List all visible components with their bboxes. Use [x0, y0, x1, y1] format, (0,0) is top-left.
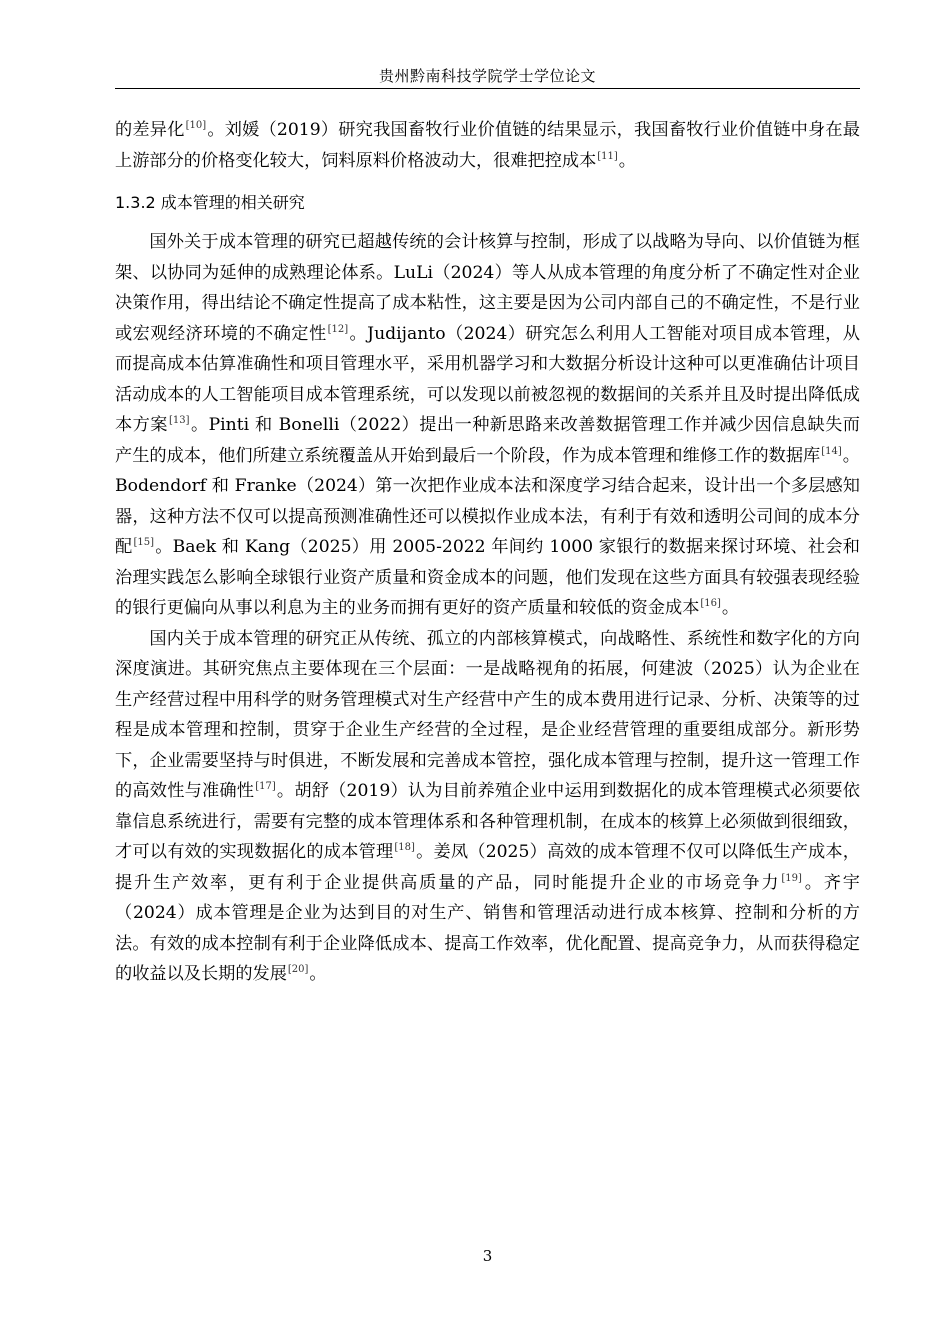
citation-ref[interactable]: [15] [133, 537, 154, 548]
text-run: 国内关于成本管理的研究正从传统、孤立的内部核算模式，向战略性、系统性和数字化的方向深度演进。其研究焦点主要体现在三个层面：一是战略视角的拓展，何建波（2025）认为企业在生产经营过程中用科学的财务管理模式对生产经营中产生的成本费用进行记录、分析、决策等的过程是成本管理和控制，贯穿于企业生产经营的全过程，是企业经营管理的重要组成部分。新形势下，企业需要坚持与时俱进，不断发展和完善成本管控，强化成本管理与控制，提升这一管理工作的高效性与准确性 [115, 628, 860, 801]
citation-ref[interactable]: [20] [287, 964, 309, 975]
text-run: 的差异化 [115, 120, 185, 140]
page-number: 3 [482, 1247, 493, 1265]
text-run: 。Bodendorf 和 Franke（2024）第一次把作业成本法和深度学习结合起来，设计出一个多层感知器，这种方法不仅可以提高预测准确性还可以模拟作业成本法，有利于有效和透明公司间的成本分配 [115, 445, 860, 557]
citation-ref[interactable]: [19] [781, 872, 802, 884]
text-run: 。 [721, 598, 740, 618]
running-header: 贵州黔南科技学院学士学位论文 [378, 67, 596, 85]
citation-ref[interactable]: [16] [700, 598, 721, 609]
citation-ref[interactable]: [12] [327, 323, 349, 335]
text-run: 。Baek 和 Kang（2025）用 2005-2022 年间约 1000 家银行的数据来探讨环境、社会和治理实践怎么影响全球银行业资产质量和资金成本的问题，他们发现在这些方面具有较强表现经验的银行更偏向从事以利息为主的业务而拥有更好的资产质量和较低的资金成本 [115, 537, 860, 618]
text-run: 。齐宇（2024）成本管理是企业为达到目的对生产、销售和管理活动进行成本核算、控制和分析的方法。有效的成本控制有利于企业降低成本、提高工作效率，优化配置、提高竞争力，从而获得稳定的收益以及长期的发展 [115, 872, 860, 984]
text-run: 。刘媛（2019）研究我国畜牧行业价值链的结果显示，我国畜牧行业价值链中身在最上游部分的价格变化较大，饲料原料价格波动大，很难把控成本 [115, 120, 860, 171]
text-run: 。姜凤（2025）高效的成本管理不仅可以降低生产成本，提升生产效率，更有利于企业提供高质量的产品，同时能提升企业的市场竞争力 [115, 842, 860, 893]
citation-ref[interactable]: [13] [168, 415, 190, 426]
citation-ref[interactable]: [10] [185, 120, 207, 131]
text-run: 。胡舒（2019）认为目前养殖企业中运用到数据化的成本管理模式必须要依靠信息系统进行，需要有完整的成本管理体系和各种管理机制，在成本的核算上必须做到很细致，才可以有效的实现数据化的成本管理 [115, 781, 860, 862]
continuation-paragraph [115, 115, 860, 176]
citation-ref[interactable]: [17] [255, 781, 276, 792]
text-run: 。 [618, 150, 636, 171]
citation-ref[interactable]: [18] [394, 842, 415, 853]
text-run: 。Judijanto（2024）研究怎么利用人工智能对项目成本管理，从而提高成本估算准确性和项目管理水平，采用机器学习和大数据分析设计这种可以更准确估计项目活动成本的人工智能项目成本管理系统，可以发现以前被忽视的数据间的关系并且及时提出降低成本方案 [115, 323, 860, 435]
section-heading: 1.3.2 成本管理的相关研究 [115, 193, 305, 212]
text-run: 。 [309, 964, 327, 984]
body-text [115, 115, 860, 990]
text-run: 。Pinti 和 Bonelli（2022）提出一种新思路来改善数据管理工作并减少因信息缺失而产生的成本，他们所建立系统覆盖从开始到最后一个阶段，作为成本管理和维修工作的数据库 [115, 415, 860, 466]
paragraph-domestic-research [115, 624, 860, 990]
citation-ref[interactable]: [11] [597, 150, 618, 162]
text-run: 国外关于成本管理的研究已超越传统的会计核算与控制，形成了以战略为导向、以价值链为框架、以协同为延伸的成熟理论体系。LuLi（2024）等人从成本管理的角度分析了不确定性对企业决策作用，得出结论不确定性提高了成本粘性，这主要是因为公司内部自己的不确定性，不是行业或宏观经济环境的不确定性 [115, 232, 860, 344]
header-rule [115, 88, 860, 89]
paragraph-foreign-research [115, 227, 860, 624]
citation-ref[interactable]: [14] [821, 445, 842, 457]
